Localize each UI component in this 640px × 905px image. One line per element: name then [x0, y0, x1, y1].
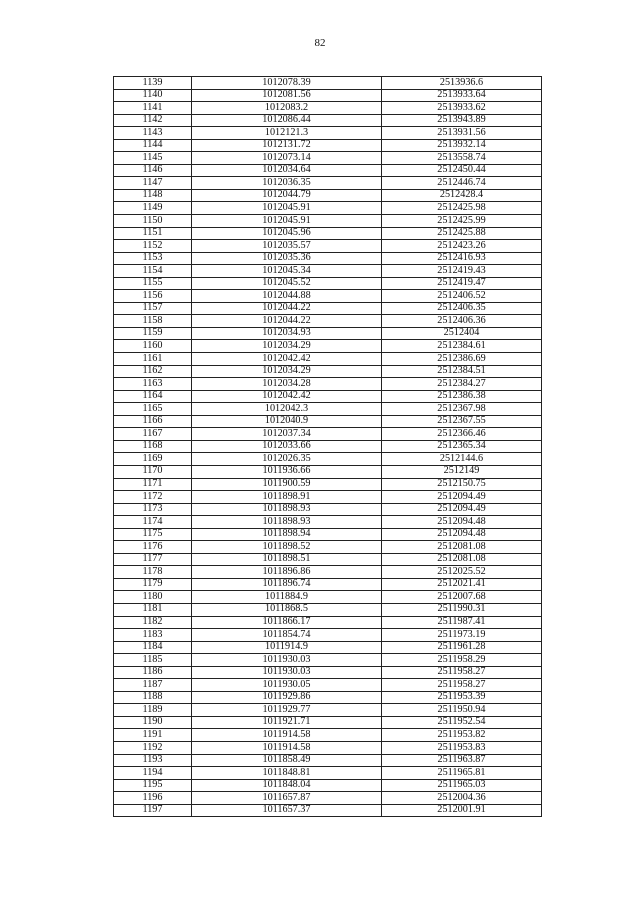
x-coordinate-cell: 1011898.94 — [192, 528, 382, 541]
point-number-cell: 1193 — [114, 754, 192, 767]
table-row — [114, 340, 542, 353]
point-number-cell: 1196 — [114, 792, 192, 805]
y-coordinate-cell: 2512094.48 — [382, 516, 542, 529]
y-coordinate-cell: 2512428.4 — [382, 189, 542, 202]
point-number-cell: 1177 — [114, 553, 192, 566]
x-coordinate-cell: 1012034.28 — [192, 378, 382, 391]
y-coordinate-cell: 2511961.28 — [382, 641, 542, 654]
point-number-cell: 1152 — [114, 240, 192, 253]
table-row — [114, 704, 542, 717]
table-row — [114, 679, 542, 692]
y-coordinate-cell: 2512423.26 — [382, 240, 542, 253]
point-number-cell: 1169 — [114, 453, 192, 466]
point-number-cell: 1188 — [114, 691, 192, 704]
x-coordinate-cell: 1012045.52 — [192, 277, 382, 290]
y-coordinate-cell: 2511953.39 — [382, 691, 542, 704]
coordinates-table — [113, 76, 542, 817]
y-coordinate-cell: 2512386.69 — [382, 353, 542, 366]
x-coordinate-cell: 1012040.9 — [192, 415, 382, 428]
y-coordinate-cell: 2512425.98 — [382, 202, 542, 215]
point-number-cell: 1157 — [114, 302, 192, 315]
x-coordinate-cell: 1011898.52 — [192, 541, 382, 554]
x-coordinate-cell: 1012045.96 — [192, 227, 382, 240]
point-number-cell: 1151 — [114, 227, 192, 240]
y-coordinate-cell: 2512094.48 — [382, 528, 542, 541]
table-row — [114, 215, 542, 228]
table-row — [114, 189, 542, 202]
y-coordinate-cell: 2512446.74 — [382, 177, 542, 190]
y-coordinate-cell: 2511953.83 — [382, 741, 542, 754]
point-number-cell: 1168 — [114, 440, 192, 453]
y-coordinate-cell: 2513943.89 — [382, 114, 542, 127]
table-row — [114, 541, 542, 554]
x-coordinate-cell: 1011866.17 — [192, 616, 382, 629]
coordinates-table-body — [114, 77, 542, 817]
point-number-cell: 1142 — [114, 114, 192, 127]
table-row — [114, 290, 542, 303]
table-row — [114, 164, 542, 177]
y-coordinate-cell: 2512025.52 — [382, 566, 542, 579]
y-coordinate-cell: 2511987.41 — [382, 616, 542, 629]
x-coordinate-cell: 1012035.57 — [192, 240, 382, 253]
point-number-cell: 1162 — [114, 365, 192, 378]
y-coordinate-cell: 2513931.56 — [382, 127, 542, 140]
x-coordinate-cell: 1012033.66 — [192, 440, 382, 453]
y-coordinate-cell: 2512366.46 — [382, 428, 542, 441]
point-number-cell: 1144 — [114, 139, 192, 152]
x-coordinate-cell: 1011936.66 — [192, 465, 382, 478]
y-coordinate-cell: 2511963.87 — [382, 754, 542, 767]
table-row — [114, 252, 542, 265]
y-coordinate-cell: 2511973.19 — [382, 629, 542, 642]
y-coordinate-cell: 2511965.03 — [382, 779, 542, 792]
x-coordinate-cell: 1012042.42 — [192, 390, 382, 403]
x-coordinate-cell: 1012042.42 — [192, 353, 382, 366]
table-row — [114, 767, 542, 780]
y-coordinate-cell: 2511952.54 — [382, 716, 542, 729]
table-row — [114, 353, 542, 366]
table-row — [114, 591, 542, 604]
table-row — [114, 440, 542, 453]
y-coordinate-cell: 2512007.68 — [382, 591, 542, 604]
point-number-cell: 1190 — [114, 716, 192, 729]
x-coordinate-cell: 1011898.51 — [192, 553, 382, 566]
y-coordinate-cell: 2512081.08 — [382, 541, 542, 554]
point-number-cell: 1184 — [114, 641, 192, 654]
x-coordinate-cell: 1012081.56 — [192, 89, 382, 102]
x-coordinate-cell: 1011854.74 — [192, 629, 382, 642]
x-coordinate-cell: 1011914.9 — [192, 641, 382, 654]
table-row — [114, 77, 542, 90]
x-coordinate-cell: 1011914.58 — [192, 741, 382, 754]
y-coordinate-cell: 2512021.41 — [382, 578, 542, 591]
table-row — [114, 654, 542, 667]
y-coordinate-cell: 2512406.35 — [382, 302, 542, 315]
x-coordinate-cell: 1012131.72 — [192, 139, 382, 152]
point-number-cell: 1164 — [114, 390, 192, 403]
point-number-cell: 1170 — [114, 465, 192, 478]
table-row — [114, 415, 542, 428]
x-coordinate-cell: 1011930.03 — [192, 654, 382, 667]
y-coordinate-cell: 2512419.43 — [382, 265, 542, 278]
point-number-cell: 1167 — [114, 428, 192, 441]
point-number-cell: 1140 — [114, 89, 192, 102]
y-coordinate-cell: 2512144.6 — [382, 453, 542, 466]
point-number-cell: 1160 — [114, 340, 192, 353]
table-row — [114, 277, 542, 290]
point-number-cell: 1154 — [114, 265, 192, 278]
x-coordinate-cell: 1011900.59 — [192, 478, 382, 491]
y-coordinate-cell: 2511953.82 — [382, 729, 542, 742]
table-row — [114, 89, 542, 102]
table-row — [114, 691, 542, 704]
point-number-cell: 1156 — [114, 290, 192, 303]
x-coordinate-cell: 1011848.81 — [192, 767, 382, 780]
point-number-cell: 1163 — [114, 378, 192, 391]
table-row — [114, 227, 542, 240]
table-row — [114, 365, 542, 378]
x-coordinate-cell: 1012073.14 — [192, 152, 382, 165]
x-coordinate-cell: 1011896.86 — [192, 566, 382, 579]
y-coordinate-cell: 2513933.64 — [382, 89, 542, 102]
y-coordinate-cell: 2512416.93 — [382, 252, 542, 265]
table-row — [114, 202, 542, 215]
table-row — [114, 629, 542, 642]
y-coordinate-cell: 2512404 — [382, 327, 542, 340]
y-coordinate-cell: 2511958.27 — [382, 666, 542, 679]
table-row — [114, 578, 542, 591]
table-row — [114, 616, 542, 629]
point-number-cell: 1165 — [114, 403, 192, 416]
x-coordinate-cell: 1012034.93 — [192, 327, 382, 340]
y-coordinate-cell: 2513932.14 — [382, 139, 542, 152]
point-number-cell: 1147 — [114, 177, 192, 190]
point-number-cell: 1181 — [114, 603, 192, 616]
table-row — [114, 779, 542, 792]
point-number-cell: 1139 — [114, 77, 192, 90]
point-number-cell: 1161 — [114, 353, 192, 366]
x-coordinate-cell: 1011884.9 — [192, 591, 382, 604]
table-row — [114, 315, 542, 328]
y-coordinate-cell: 2513936.6 — [382, 77, 542, 90]
y-coordinate-cell: 2513558.74 — [382, 152, 542, 165]
table-row — [114, 641, 542, 654]
y-coordinate-cell: 2512081.08 — [382, 553, 542, 566]
point-number-cell: 1186 — [114, 666, 192, 679]
y-coordinate-cell: 2512149 — [382, 465, 542, 478]
point-number-cell: 1166 — [114, 415, 192, 428]
x-coordinate-cell: 1011898.93 — [192, 516, 382, 529]
x-coordinate-cell: 1012083.2 — [192, 102, 382, 115]
y-coordinate-cell: 2512150.75 — [382, 478, 542, 491]
x-coordinate-cell: 1012045.34 — [192, 265, 382, 278]
table-row — [114, 666, 542, 679]
table-row — [114, 102, 542, 115]
y-coordinate-cell: 2513933.62 — [382, 102, 542, 115]
point-number-cell: 1143 — [114, 127, 192, 140]
point-number-cell: 1176 — [114, 541, 192, 554]
point-number-cell: 1183 — [114, 629, 192, 642]
x-coordinate-cell: 1012044.22 — [192, 302, 382, 315]
table-row — [114, 428, 542, 441]
x-coordinate-cell: 1012037.34 — [192, 428, 382, 441]
table-row — [114, 152, 542, 165]
point-number-cell: 1189 — [114, 704, 192, 717]
y-coordinate-cell: 2512419.47 — [382, 277, 542, 290]
y-coordinate-cell: 2512406.52 — [382, 290, 542, 303]
point-number-cell: 1173 — [114, 503, 192, 516]
x-coordinate-cell: 1012086.44 — [192, 114, 382, 127]
table-row — [114, 716, 542, 729]
table-row — [114, 516, 542, 529]
point-number-cell: 1146 — [114, 164, 192, 177]
y-coordinate-cell: 2512386.38 — [382, 390, 542, 403]
x-coordinate-cell: 1012045.91 — [192, 202, 382, 215]
table-row — [114, 327, 542, 340]
y-coordinate-cell: 2511965.81 — [382, 767, 542, 780]
x-coordinate-cell: 1012044.22 — [192, 315, 382, 328]
x-coordinate-cell: 1011898.93 — [192, 503, 382, 516]
table-row — [114, 741, 542, 754]
y-coordinate-cell: 2512384.51 — [382, 365, 542, 378]
table-row — [114, 553, 542, 566]
x-coordinate-cell: 1012045.91 — [192, 215, 382, 228]
table-row — [114, 792, 542, 805]
table-row — [114, 566, 542, 579]
x-coordinate-cell: 1011657.87 — [192, 792, 382, 805]
table-row — [114, 503, 542, 516]
point-number-cell: 1178 — [114, 566, 192, 579]
point-number-cell: 1159 — [114, 327, 192, 340]
point-number-cell: 1153 — [114, 252, 192, 265]
x-coordinate-cell: 1012035.36 — [192, 252, 382, 265]
table-row — [114, 528, 542, 541]
point-number-cell: 1179 — [114, 578, 192, 591]
x-coordinate-cell: 1011914.58 — [192, 729, 382, 742]
table-row — [114, 754, 542, 767]
x-coordinate-cell: 1012034.29 — [192, 365, 382, 378]
y-coordinate-cell: 2512365.34 — [382, 440, 542, 453]
y-coordinate-cell: 2512094.49 — [382, 503, 542, 516]
x-coordinate-cell: 1012036.35 — [192, 177, 382, 190]
table-row — [114, 240, 542, 253]
point-number-cell: 1174 — [114, 516, 192, 529]
y-coordinate-cell: 2512367.55 — [382, 415, 542, 428]
point-number-cell: 1180 — [114, 591, 192, 604]
point-number-cell: 1185 — [114, 654, 192, 667]
table-row — [114, 265, 542, 278]
x-coordinate-cell: 1011921.71 — [192, 716, 382, 729]
x-coordinate-cell: 1012034.64 — [192, 164, 382, 177]
x-coordinate-cell: 1011858.49 — [192, 754, 382, 767]
y-coordinate-cell: 2512384.27 — [382, 378, 542, 391]
point-number-cell: 1171 — [114, 478, 192, 491]
table-row — [114, 491, 542, 504]
x-coordinate-cell: 1011929.86 — [192, 691, 382, 704]
x-coordinate-cell: 1012044.88 — [192, 290, 382, 303]
point-number-cell: 1175 — [114, 528, 192, 541]
table-row — [114, 302, 542, 315]
table-row — [114, 603, 542, 616]
point-number-cell: 1197 — [114, 804, 192, 817]
point-number-cell: 1148 — [114, 189, 192, 202]
table-row — [114, 139, 542, 152]
y-coordinate-cell: 2512367.98 — [382, 403, 542, 416]
point-number-cell: 1158 — [114, 315, 192, 328]
table-row — [114, 804, 542, 817]
point-number-cell: 1192 — [114, 741, 192, 754]
table-row — [114, 403, 542, 416]
y-coordinate-cell: 2511958.29 — [382, 654, 542, 667]
table-row — [114, 378, 542, 391]
x-coordinate-cell: 1012078.39 — [192, 77, 382, 90]
table-row — [114, 478, 542, 491]
point-number-cell: 1155 — [114, 277, 192, 290]
y-coordinate-cell: 2512001.91 — [382, 804, 542, 817]
table-row — [114, 390, 542, 403]
x-coordinate-cell: 1012042.3 — [192, 403, 382, 416]
page-number: 82 — [314, 37, 326, 49]
table-row — [114, 465, 542, 478]
point-number-cell: 1145 — [114, 152, 192, 165]
x-coordinate-cell: 1011929.77 — [192, 704, 382, 717]
y-coordinate-cell: 2512450.44 — [382, 164, 542, 177]
x-coordinate-cell: 1011848.04 — [192, 779, 382, 792]
x-coordinate-cell: 1011896.74 — [192, 578, 382, 591]
x-coordinate-cell: 1011930.03 — [192, 666, 382, 679]
y-coordinate-cell: 2512004.36 — [382, 792, 542, 805]
point-number-cell: 1149 — [114, 202, 192, 215]
table-row — [114, 729, 542, 742]
point-number-cell: 1187 — [114, 679, 192, 692]
point-number-cell: 1191 — [114, 729, 192, 742]
point-number-cell: 1150 — [114, 215, 192, 228]
x-coordinate-cell: 1012026.35 — [192, 453, 382, 466]
x-coordinate-cell: 1011868.5 — [192, 603, 382, 616]
y-coordinate-cell: 2512425.88 — [382, 227, 542, 240]
y-coordinate-cell: 2512384.61 — [382, 340, 542, 353]
x-coordinate-cell: 1012034.29 — [192, 340, 382, 353]
point-number-cell: 1194 — [114, 767, 192, 780]
x-coordinate-cell: 1012044.79 — [192, 189, 382, 202]
x-coordinate-cell: 1011930.05 — [192, 679, 382, 692]
y-coordinate-cell: 2511958.27 — [382, 679, 542, 692]
table-row — [114, 453, 542, 466]
x-coordinate-cell: 1011898.91 — [192, 491, 382, 504]
x-coordinate-cell: 1012121.3 — [192, 127, 382, 140]
table-row — [114, 177, 542, 190]
y-coordinate-cell: 2512406.36 — [382, 315, 542, 328]
y-coordinate-cell: 2512425.99 — [382, 215, 542, 228]
point-number-cell: 1172 — [114, 491, 192, 504]
y-coordinate-cell: 2512094.49 — [382, 491, 542, 504]
x-coordinate-cell: 1011657.37 — [192, 804, 382, 817]
table-row — [114, 127, 542, 140]
y-coordinate-cell: 2511990.31 — [382, 603, 542, 616]
point-number-cell: 1195 — [114, 779, 192, 792]
y-coordinate-cell: 2511950.94 — [382, 704, 542, 717]
table-row — [114, 114, 542, 127]
point-number-cell: 1182 — [114, 616, 192, 629]
point-number-cell: 1141 — [114, 102, 192, 115]
